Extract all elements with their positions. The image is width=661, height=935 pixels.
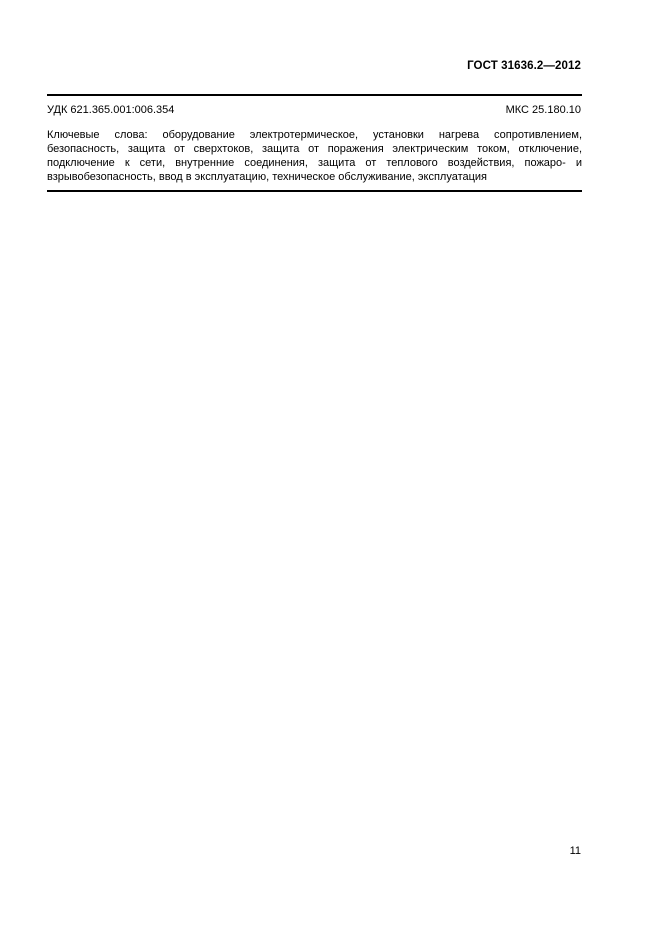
bottom-divider <box>47 190 582 192</box>
mks-code: МКС 25.180.10 <box>505 104 581 116</box>
standard-code: ГОСТ 31636.2—2012 <box>467 60 581 72</box>
page-number: 11 <box>569 845 581 857</box>
keywords-paragraph: Ключевые слова: оборудование электротермическое, установки нагрева сопротивлением, безопасность, защита от сверхтоков, защита от поражения электрическим током, отключение, подключение к сети, внутренние соединения, защита от теплового воздействия, пожаро- и взрывобезопасность, ввод в эксплуатацию, техническое обслуживание, эксплуатация <box>47 129 582 183</box>
top-divider <box>47 94 582 96</box>
udk-code: УДК 621.365.001:006.354 <box>47 104 175 116</box>
